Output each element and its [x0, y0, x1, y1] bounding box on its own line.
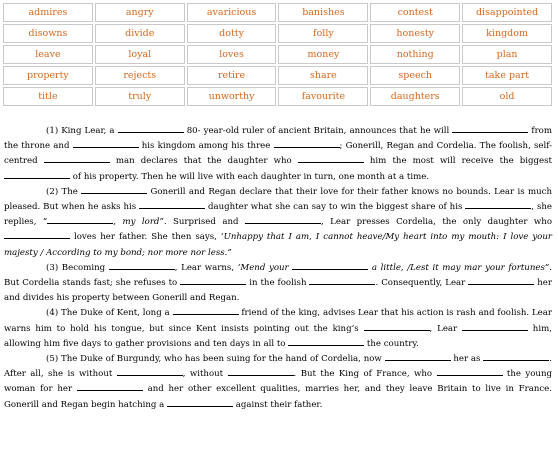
passage-text: man declares that the daughter who	[109, 156, 298, 167]
passage-text: . But Cordelia stands fast; she refuses to	[4, 262, 552, 289]
word-bank-cell: dotty	[187, 24, 277, 43]
passage-text: the country.	[364, 338, 419, 349]
blank-10[interactable]	[465, 200, 531, 209]
word-bank-cell: old	[462, 87, 552, 106]
word-bank-cell: angry	[95, 3, 185, 22]
passage-text: in the foolish	[246, 278, 310, 289]
passage-text: daughter what she can say to win the biggest share of his	[205, 202, 466, 213]
word-bank-cell: kingdom	[462, 24, 552, 43]
paragraph-2	[4, 185, 552, 261]
blank-16[interactable]	[180, 276, 246, 285]
passage-text: (4) The Duke of Kent, long a	[46, 308, 173, 319]
blank-8[interactable]	[81, 185, 147, 194]
blank-2[interactable]	[452, 124, 528, 133]
passage-text: , Lear	[429, 323, 462, 334]
passage-text: the young woman for her	[4, 369, 553, 395]
passage-text: ; Gonerill, Regan and Cordelia. The foolish, self-centred	[4, 141, 553, 167]
blank-14[interactable]	[109, 261, 175, 270]
passage-text: of his property. Then he will live with each daughter in turn, one month at a time.	[70, 171, 430, 182]
word-bank-cell: nothing	[370, 45, 460, 64]
blank-1[interactable]	[118, 124, 184, 133]
passage-text: friend of the king, advises Lear that his action is rash and foolish. Lear warns him to hold his tongue, but since Kent insists pointing out the king’s	[4, 308, 552, 334]
passage-text: , Lear presses Cordelia, the only daughter who	[320, 217, 552, 228]
passage-text: loves her father. She then says,	[70, 232, 221, 243]
word-bank-cell: favourite	[278, 87, 368, 106]
passage-text: (5) The Duke of Burgundy, who has been suing for the hand of Cordelia, now	[46, 354, 385, 365]
word-bank-cell: leave	[3, 45, 93, 64]
paragraph-4	[4, 306, 552, 352]
passage-text: her and divides his property between Gonerill and Regan.	[4, 278, 552, 304]
passage-text: against their father.	[233, 399, 323, 410]
word-bank-row	[3, 87, 552, 106]
blank-17[interactable]	[309, 276, 375, 285]
blank-12[interactable]	[245, 215, 321, 224]
blank-4[interactable]	[274, 139, 340, 148]
word-bank-cell: retire	[187, 66, 277, 85]
blank-11[interactable]	[47, 215, 113, 224]
passage-text: ”. Surprised and	[159, 217, 245, 228]
blank-6[interactable]	[298, 155, 364, 164]
word-bank-cell: take part	[462, 66, 552, 85]
blank-20[interactable]	[364, 322, 430, 331]
word-bank-row	[3, 3, 552, 22]
blank-24[interactable]	[483, 352, 549, 361]
word-bank-cell: speech	[370, 66, 460, 85]
passage-text: . Consequently, Lear	[375, 278, 469, 289]
blank-26[interactable]	[228, 368, 294, 377]
blank-7[interactable]	[4, 170, 70, 179]
word-bank-cell: loves	[187, 45, 277, 64]
passage-text: 80- year-old ruler of ancient Britain, announces that he will	[183, 126, 453, 136]
word-bank-cell: daughters	[370, 87, 460, 106]
blank-19[interactable]	[173, 307, 239, 316]
blank-21[interactable]	[462, 322, 528, 331]
word-bank-cell: title	[3, 87, 93, 106]
word-bank-cell: disowns	[3, 24, 93, 43]
passage-text: and her other excellent qualities, marries her, and they leave Britain to live in France. Gonerill and Regan begin hatching a	[4, 384, 552, 410]
word-bank-row	[3, 66, 552, 85]
paragraph-5	[4, 352, 552, 413]
cloze-passage	[4, 124, 552, 413]
passage-text: his kingdom among his three	[138, 141, 274, 152]
blank-3[interactable]	[73, 139, 139, 148]
passage-text-italic: ‘Unhappy that I am, I cannot heave/My heart into my mouth: I love your majesty / According to my bond; nor more nor less.”	[4, 232, 553, 258]
passage-text: (3) Becoming	[46, 262, 109, 273]
paragraph-1	[4, 124, 552, 185]
passage-text: her as	[450, 354, 484, 365]
passage-text: , she replies, “	[4, 202, 552, 228]
passage-text: . But the King of France, who	[293, 369, 437, 380]
word-bank-cell: contest	[370, 3, 460, 22]
paragraph-3	[4, 261, 552, 307]
word-bank-cell: share	[278, 66, 368, 85]
passage-text: him the most will receive the biggest	[363, 156, 552, 167]
word-bank-cell: disappointed	[462, 3, 552, 22]
passage-text: , Lear warns,	[174, 262, 238, 273]
blank-29[interactable]	[167, 398, 233, 407]
word-bank-cell: plan	[462, 45, 552, 64]
passage-text-italic: ‘Mend your	[237, 262, 293, 273]
word-bank-cell: money	[278, 45, 368, 64]
blank-18[interactable]	[468, 276, 534, 285]
passage-text: . After all, she is without	[4, 354, 552, 380]
word-bank-row	[3, 24, 552, 43]
word-bank-table	[1, 1, 554, 108]
word-bank-cell: folly	[278, 24, 368, 43]
passage-text-italic: a little, /Lest it may mar your fortunes”	[368, 262, 550, 273]
blank-28[interactable]	[77, 383, 143, 392]
passage-text: , without	[182, 369, 228, 380]
blank-22[interactable]	[288, 337, 364, 346]
word-bank-cell: avaricious	[187, 3, 277, 22]
passage-text: him, allowing him five days to gather provisions and ten days in all to	[4, 323, 552, 349]
passage-text: (1) King Lear, a	[46, 126, 118, 136]
blank-23[interactable]	[385, 352, 451, 361]
blank-5[interactable]	[44, 155, 110, 164]
word-bank-row	[3, 45, 552, 64]
word-bank-cell: truly	[95, 87, 185, 106]
word-bank-cell: divide	[95, 24, 185, 43]
passage-text: Gonerill and Regan declare that their love for their father knows no bounds. Lear is much pleased. But when he asks his	[4, 186, 552, 213]
word-bank-cell: unworthy	[187, 87, 277, 106]
passage-text: (2) The	[46, 186, 82, 197]
passage-text-italic: , my lord	[113, 217, 160, 228]
blank-15[interactable]	[292, 261, 368, 270]
passage-text: from the throne and	[4, 126, 552, 152]
blank-27[interactable]	[437, 368, 503, 377]
word-bank-cell: honesty	[370, 24, 460, 43]
blank-9[interactable]	[139, 200, 205, 209]
blank-13[interactable]	[4, 231, 70, 240]
word-bank-cell: property	[3, 66, 93, 85]
word-bank-cell: rejects	[95, 66, 185, 85]
blank-25[interactable]	[117, 368, 183, 377]
word-bank-cell: loyal	[95, 45, 185, 64]
word-bank-cell: banishes	[278, 3, 368, 22]
word-bank-cell: admires	[3, 3, 93, 22]
